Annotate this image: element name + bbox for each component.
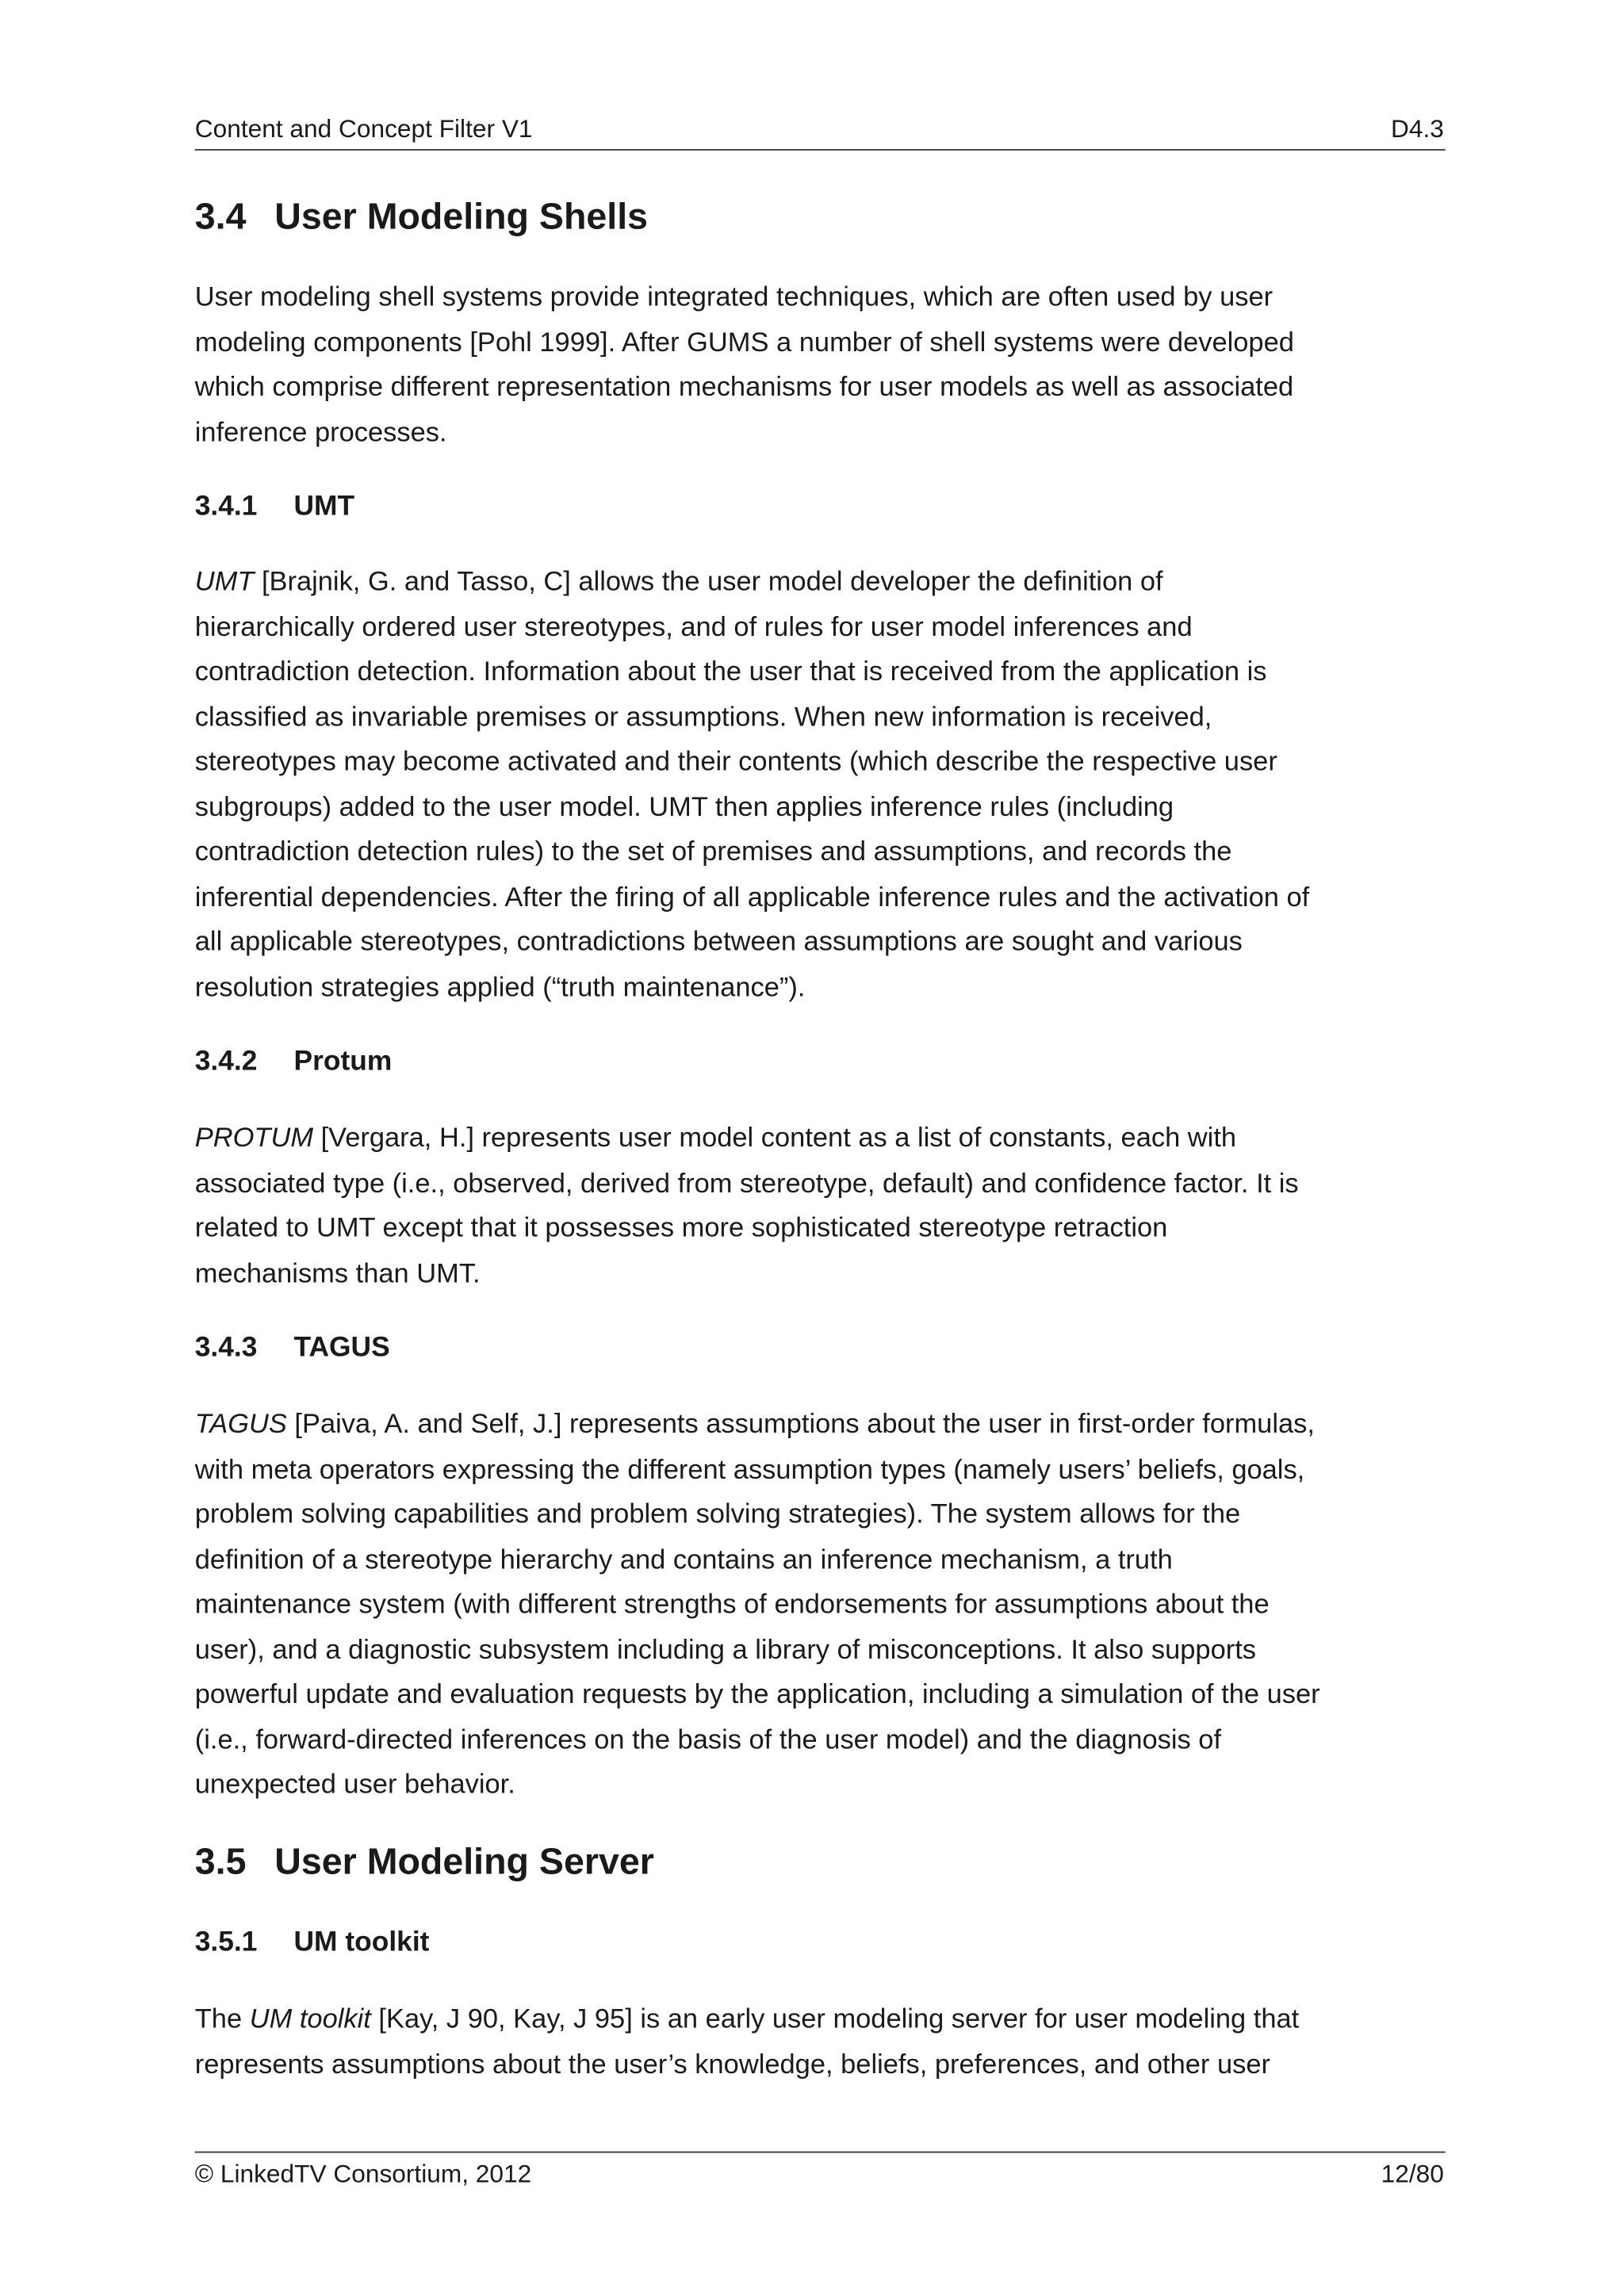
text-line: PROTUM [Vergara, H.] represents user model content as a list of constants, each with [194, 1121, 1237, 1153]
term-um-toolkit: UM toolkit [249, 2002, 371, 2034]
section-heading-3-4-3 [195, 1331, 390, 1367]
section-number: 3.4.2 [194, 1046, 258, 1077]
text-line: inference processes. [194, 415, 447, 447]
text-line: problem solving capabilities and problem solving strategies). The system allows for the [194, 1498, 1241, 1529]
text-line: classified as invariable premises or assumptions. When new information is received, [194, 700, 1212, 732]
text-line: TAGUS [Paiva, A. and Self, J.] represents assumptions about the user in first-order formulas, [194, 1407, 1315, 1439]
text-line: all applicable stereotypes, contradictions between assumptions are sought and various [194, 924, 1243, 957]
text-line: related to UMT except that it possesses more sophisticated stereotype retraction [194, 1211, 1168, 1243]
text-line: resolution strategies applied (“truth maintenance”). [194, 970, 806, 1001]
text-line: powerful update and evaluation requests by the application, including a simulation of the user [194, 1678, 1320, 1709]
text-line: represents assumptions about the user’s knowledge, beliefs, preferences, and other user [194, 2047, 1270, 2079]
text-line: user), and a diagnostic subsystem including a library of misconceptions. It also supports [194, 1632, 1256, 1664]
paragraph-protum [195, 1115, 1444, 1295]
section-title: TAGUS [293, 1332, 390, 1364]
header-doc-id: D4.3 [1390, 115, 1444, 144]
footer-copyright: © LinkedTV Consortium, 2012 [194, 2160, 532, 2189]
text-line: modeling components [Pohl 1999]. After GUMS a number of shell systems were developed [194, 325, 1294, 357]
section-number: 3.5 [194, 1841, 247, 1883]
text-line: maintenance system (with different strengths of endorsements for assumptions about the [194, 1587, 1270, 1619]
text-line: inferential dependencies. After the firing of all applicable inference rules and the activation of [194, 880, 1310, 912]
header-title: Content and Concept Filter V1 [194, 115, 533, 144]
term-tagus: TAGUS [194, 1407, 287, 1439]
text-line: with meta operators expressing the different assumption types (namely users’ beliefs, goals, [194, 1452, 1305, 1484]
section-number: 3.5.1 [194, 1927, 258, 1958]
section-number: 3.4.1 [194, 491, 258, 522]
term-protum: PROTUM [194, 1121, 314, 1153]
section-title: Protum [293, 1046, 393, 1077]
term-umt: UMT [194, 564, 255, 596]
text-line: User modeling shell systems provide integrated techniques, which are often used by user [194, 280, 1274, 312]
section-heading-3-4-2 [195, 1045, 393, 1081]
paragraph-um-toolkit [195, 1996, 1444, 2087]
section-number: 3.4.3 [194, 1332, 258, 1364]
paragraph-user-modeling-shells [195, 274, 1444, 454]
text-line: unexpected user behavior. [194, 1767, 515, 1799]
text-line: definition of a stereotype hierarchy and contains an inference mechanism, a truth [194, 1542, 1173, 1574]
text-line: (i.e., forward-directed inferences on the basis of the user model) and the diagnosis of [194, 1722, 1222, 1755]
text-line: associated type (i.e., observed, derived from stereotype, default) and confidence factor. It is [194, 1166, 1299, 1198]
text-line: hierarchically ordered user stereotypes, and of rules for user model inferences and [194, 610, 1193, 641]
page-header [195, 115, 1444, 144]
text-line: contradiction detection. Information about the user that is received from the application is [194, 655, 1267, 687]
text-line: subgroups) added to the user model. UMT then applies inference rules (including [194, 790, 1174, 821]
section-title: User Modeling Server [274, 1841, 654, 1883]
text-line: UMT [Brajnik, G. and Tasso, C] allows the user model developer the definition of [194, 564, 1163, 596]
paragraph-umt [195, 559, 1444, 1009]
page-number: 12/80 [1381, 2160, 1444, 2189]
section-title: UMT [293, 491, 355, 522]
text-line: stereotypes may become activated and their contents (which describe the respective user [194, 744, 1277, 776]
text-line: mechanisms than UMT. [194, 1256, 481, 1288]
header-rule [195, 149, 1446, 151]
section-heading-3-4 [195, 195, 648, 239]
footer-rule [195, 2152, 1446, 2153]
text-line: contradiction detection rules) to the set of premises and assumptions, and records the [194, 835, 1232, 867]
section-heading-3-5 [195, 1840, 654, 1885]
section-heading-3-4-1 [195, 490, 354, 526]
section-heading-3-5-1 [195, 1926, 430, 1961]
page-footer [195, 2160, 1444, 2190]
section-title: UM toolkit [293, 1927, 430, 1958]
text-line: The UM toolkit [Kay, J 90, Kay, J 95] is an early user modeling server for user modeling that [194, 2002, 1300, 2034]
section-title: User Modeling Shells [274, 196, 649, 238]
section-number: 3.4 [194, 196, 247, 238]
paragraph-tagus [195, 1402, 1444, 1807]
text-line: which comprise different representation mechanisms for user models as well as associated [194, 370, 1294, 402]
